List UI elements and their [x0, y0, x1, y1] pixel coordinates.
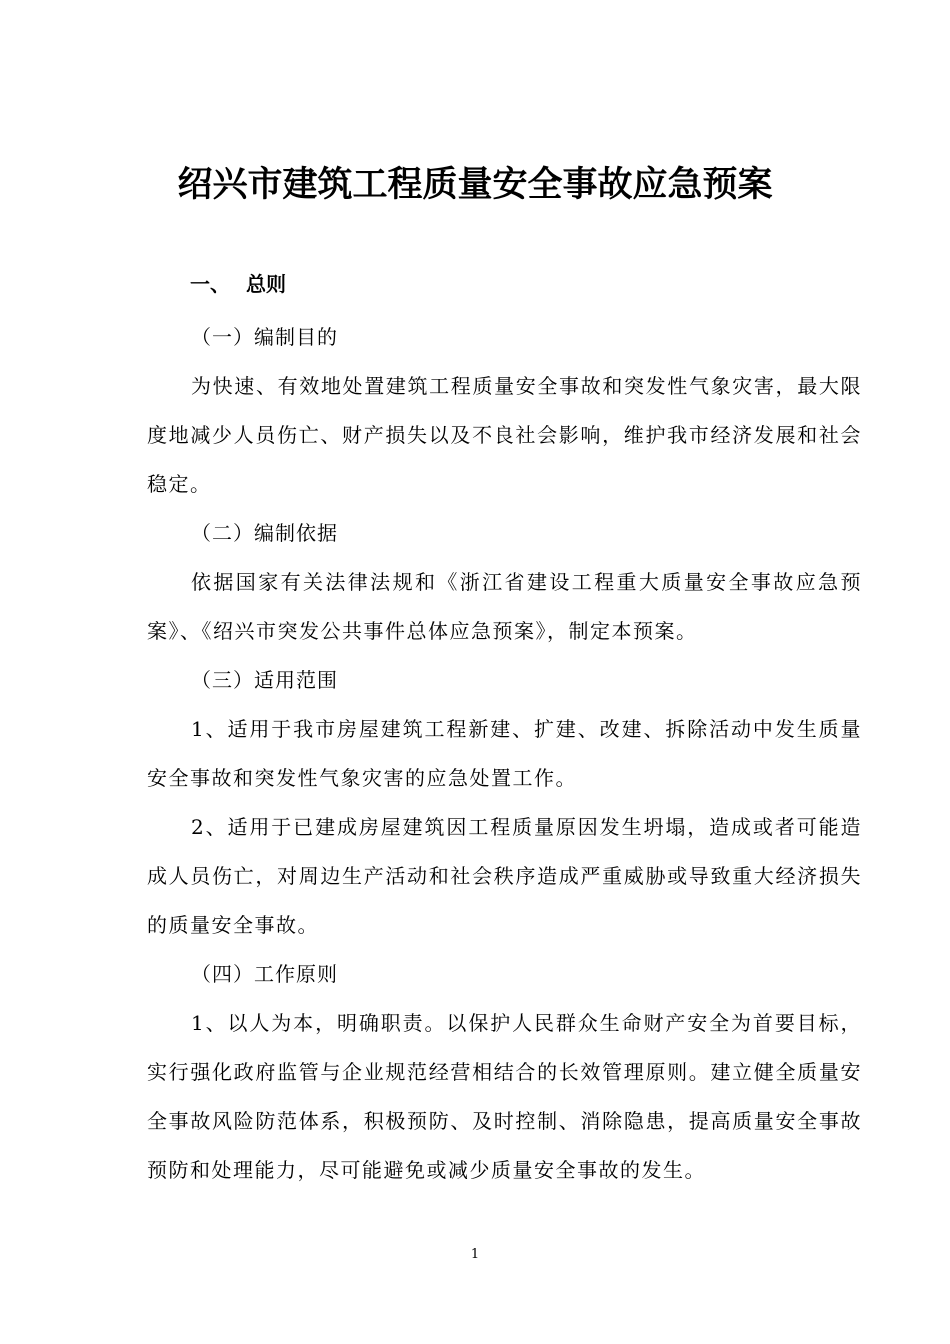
subsection-heading: （二）编制依据 — [191, 521, 338, 545]
paragraph: 1、适用于我市房屋建筑工程新建、扩建、改建、拆除活动中发生质量安全事故和突发性气象灾害的应急处置工作。 — [147, 717, 862, 790]
subsection-heading: （一）编制目的 — [191, 325, 338, 349]
subsection-heading: （三）适用范围 — [191, 668, 338, 692]
paragraph: 1、以人为本，明确职责。以保护人民群众生命财产安全为首要目标，实行强化政府监管与企业规范经营相结合的长效管理原则。建立健全质量安全事故风险防范体系，积极预防、及时控制、消除隐患，提高质量安全事故预防和处理能力，尽可能避免或减少质量安全事故的发生。 — [147, 1011, 862, 1182]
section-heading — [190, 270, 286, 298]
subsection-heading: （四）工作原则 — [191, 962, 338, 986]
page-number: 1 — [470, 1247, 480, 1262]
document-body — [147, 313, 862, 1195]
paragraph: 2、适用于已建成房屋建筑因工程质量原因发生坍塌，造成或者可能造成人员伤亡，对周边生产活动和社会秩序造成严重威胁或导致重大经济损失的质量安全事故。 — [147, 815, 862, 937]
section-number: 一、 — [190, 272, 230, 296]
document-title: 绍兴市建筑工程质量安全事故应急预案 — [177, 165, 773, 205]
paragraph: 为快速、有效地处置建筑工程质量安全事故和突发性气象灾害，最大限度地减少人员伤亡、财产损失以及不良社会影响，维护我市经济发展和社会稳定。 — [147, 374, 862, 496]
paragraph: 依据国家有关法律法规和《浙江省建设工程重大质量安全事故应急预案》、《绍兴市突发公共事件总体应急预案》，制定本预案。 — [147, 570, 862, 643]
section-label: 总则 — [246, 272, 286, 296]
